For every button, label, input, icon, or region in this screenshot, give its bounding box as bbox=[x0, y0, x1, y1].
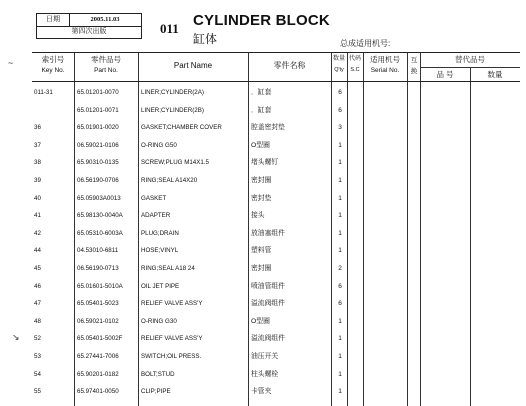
part-no: 65.01901-0020 bbox=[77, 124, 119, 132]
table-row bbox=[32, 314, 520, 330]
key-no: 53 bbox=[34, 353, 41, 360]
quantity: 1 bbox=[338, 177, 342, 184]
part-no: 65.05310-6003A bbox=[77, 229, 123, 237]
table-row bbox=[32, 367, 520, 383]
quantity: 1 bbox=[338, 317, 342, 325]
table-row bbox=[32, 155, 520, 171]
quantity: 6 bbox=[338, 300, 342, 308]
part-name-cn: 接头 bbox=[251, 212, 265, 220]
table-row bbox=[32, 208, 520, 224]
part-name: RELIEF VALVE ASS'Y bbox=[141, 335, 203, 343]
table-row bbox=[32, 120, 520, 136]
part-name: ADAPTER bbox=[141, 212, 171, 220]
key-no: 55 bbox=[34, 388, 41, 396]
page-title: CYLINDER BLOCK bbox=[193, 12, 330, 29]
part-name: OIL JET PIPE bbox=[141, 282, 180, 290]
key-no: 44 bbox=[34, 247, 41, 255]
quantity: 1 bbox=[338, 353, 342, 360]
part-name-cn: O型圈 bbox=[251, 317, 270, 325]
part-name-cn: 密封圈 bbox=[251, 177, 272, 184]
table-row bbox=[32, 279, 520, 295]
part-no-header-en: Part No. bbox=[94, 67, 118, 74]
part-no: 65.97401-0050 bbox=[77, 388, 119, 396]
part-name: O-RING G30 bbox=[141, 317, 177, 325]
key-header-en: Key No. bbox=[41, 67, 65, 74]
quantity: 1 bbox=[338, 194, 342, 202]
part-no: 65.98130-0040A bbox=[77, 212, 123, 220]
part-name: HOSE;VINYL bbox=[141, 247, 179, 255]
date-box bbox=[36, 13, 142, 39]
part-name-cn: 卡管夹 bbox=[251, 388, 272, 396]
table-row bbox=[32, 191, 520, 207]
part-name: GASKET;CHAMBER COVER bbox=[141, 124, 222, 132]
table-row bbox=[32, 296, 520, 312]
margin-mark: ↘ bbox=[12, 332, 20, 342]
key-no: 011-31 bbox=[34, 89, 53, 96]
swap-header: 互换 bbox=[410, 57, 418, 75]
quantity: 6 bbox=[338, 89, 342, 96]
part-name-cn: 溢流阀组件 bbox=[251, 300, 285, 308]
key-no: 54 bbox=[34, 370, 41, 378]
parts-table bbox=[32, 52, 520, 406]
part-name-cn: 堵头螺钉 bbox=[251, 159, 279, 167]
part-no: 06.56190-0713 bbox=[77, 265, 119, 272]
table-row bbox=[32, 349, 520, 365]
part-name-cn: O型圈 bbox=[251, 141, 270, 149]
part-no: 65.05401-5002F bbox=[77, 335, 123, 343]
part-no: 65.27441-7006 bbox=[77, 353, 119, 360]
table-row bbox=[32, 331, 520, 347]
key-no: 38 bbox=[34, 159, 41, 167]
key-no: 52 bbox=[34, 335, 41, 343]
table-row bbox=[32, 173, 520, 189]
quantity: 1 bbox=[338, 141, 342, 149]
edition-label: 第四次出版 bbox=[71, 28, 107, 35]
date-value: 2005.11.03 bbox=[90, 16, 120, 23]
part-no: 65.01601-5010A bbox=[77, 282, 123, 290]
part-name: CLIP;PIPE bbox=[141, 388, 171, 396]
qty-header-cn: 数量 bbox=[332, 56, 345, 62]
table-row bbox=[32, 103, 520, 119]
part-name-cn: 密封圈 bbox=[251, 265, 272, 272]
part-name: RELIEF VALVE ASS'Y bbox=[141, 300, 203, 308]
quantity: 6 bbox=[338, 282, 342, 290]
table-row bbox=[32, 261, 520, 277]
header-bottom-line bbox=[32, 81, 520, 82]
margin-mark: ~ bbox=[8, 58, 14, 68]
part-name: LINER;CYLINDER(2B) bbox=[141, 106, 204, 114]
part-no: 06.56190-0706 bbox=[77, 177, 119, 184]
assembly-serial-label: 总成适用机号: bbox=[340, 39, 391, 48]
part-name: RING;SEAL A18 24 bbox=[141, 265, 195, 272]
quantity: 1 bbox=[338, 212, 342, 220]
key-no: 47 bbox=[34, 300, 41, 308]
edition-row bbox=[37, 26, 141, 38]
substitute-header: 替代品号 bbox=[455, 55, 485, 64]
part-name-cn: 油压开关 bbox=[251, 353, 279, 360]
part-name-cn: ．缸套 bbox=[251, 89, 272, 96]
quantity: 6 bbox=[338, 106, 342, 114]
serial-header-cn: 适用机号 bbox=[370, 55, 400, 64]
key-no: 48 bbox=[34, 317, 41, 325]
key-no bbox=[32, 103, 76, 119]
part-name-cn: 密封垫 bbox=[251, 194, 272, 202]
part-name: SCREW;PLUG M14X1.5 bbox=[141, 159, 209, 167]
quantity: 1 bbox=[338, 370, 342, 378]
quantity: 1 bbox=[338, 247, 342, 255]
part-no: 06.59021-0102 bbox=[77, 317, 119, 325]
sc-header-en: S.C bbox=[350, 67, 360, 73]
sub-header-line bbox=[420, 67, 520, 68]
part-name: O-RING G50 bbox=[141, 141, 177, 149]
part-name-cn: 放油塞组件 bbox=[251, 229, 285, 237]
quantity: 1 bbox=[338, 159, 342, 167]
part-no: 06.59021-0106 bbox=[77, 141, 119, 149]
qty-header-en: Q'ty bbox=[334, 67, 344, 73]
substitute-pno-header: 品 号 bbox=[436, 70, 454, 79]
key-no: 40 bbox=[34, 194, 41, 202]
part-name-cn: 腔盖密封垫 bbox=[251, 124, 285, 132]
quantity: 1 bbox=[338, 229, 342, 237]
serial-header-en: Serial No. bbox=[370, 67, 400, 74]
key-no: 37 bbox=[34, 141, 41, 149]
key-no: 46 bbox=[34, 282, 41, 290]
part-no: 65.01201-0070 bbox=[77, 89, 119, 96]
quantity: 2 bbox=[338, 265, 342, 272]
part-no: 65.05903A0013 bbox=[77, 194, 121, 202]
part-no: 04.53010-6811 bbox=[77, 247, 119, 255]
part-name: SWITCH;OIL PRESS. bbox=[141, 353, 202, 360]
part-no: 65.05401-5023 bbox=[77, 300, 119, 308]
key-no: 42 bbox=[34, 229, 41, 237]
table-row bbox=[32, 384, 520, 400]
part-name: PLUG;DRAIN bbox=[141, 229, 179, 237]
part-no: 65.01201-0071 bbox=[77, 106, 119, 114]
part-no: 65.90310-0135 bbox=[77, 159, 119, 167]
date-label: 日期 bbox=[37, 14, 70, 26]
key-no: 41 bbox=[34, 212, 41, 220]
key-no: 45 bbox=[34, 265, 41, 272]
part-no: 65.90201-0182 bbox=[77, 370, 119, 378]
key-no: 39 bbox=[34, 177, 41, 184]
part-name-cn: ．缸套 bbox=[251, 106, 272, 114]
quantity: 1 bbox=[338, 335, 342, 343]
part-name-cn: 溢流阀组件 bbox=[251, 335, 285, 343]
part-name: GASKET bbox=[141, 194, 167, 202]
part-name-cn: 柱头螺栓 bbox=[251, 370, 279, 378]
table-row bbox=[32, 226, 520, 242]
table-row bbox=[32, 138, 520, 154]
part-name: LINER;CYLINDER(2A) bbox=[141, 89, 204, 96]
part-name-header: Part Name bbox=[173, 61, 213, 70]
key-no: 36 bbox=[34, 124, 41, 132]
part-no-header-cn: 零件品号 bbox=[91, 55, 121, 64]
part-name-cn: 塑料管 bbox=[251, 247, 272, 255]
quantity: 1 bbox=[338, 388, 342, 396]
part-name: RING;SEAL A14X20 bbox=[141, 177, 198, 184]
page-number: 011 bbox=[160, 21, 179, 36]
part-name-cn: 喷油管组件 bbox=[251, 282, 285, 290]
table-row bbox=[32, 243, 520, 259]
key-header-cn: 索引号 bbox=[41, 55, 65, 64]
quantity: 3 bbox=[338, 124, 342, 132]
part-name: BOLT;STUD bbox=[141, 370, 175, 378]
substitute-qty-header: 数量 bbox=[487, 70, 503, 79]
page-title-cn: 缸体 bbox=[193, 32, 218, 46]
sc-header-cn: 代码 bbox=[348, 56, 361, 62]
part-name-cn-header: 零件名称 bbox=[273, 61, 306, 70]
table-row bbox=[32, 85, 520, 101]
